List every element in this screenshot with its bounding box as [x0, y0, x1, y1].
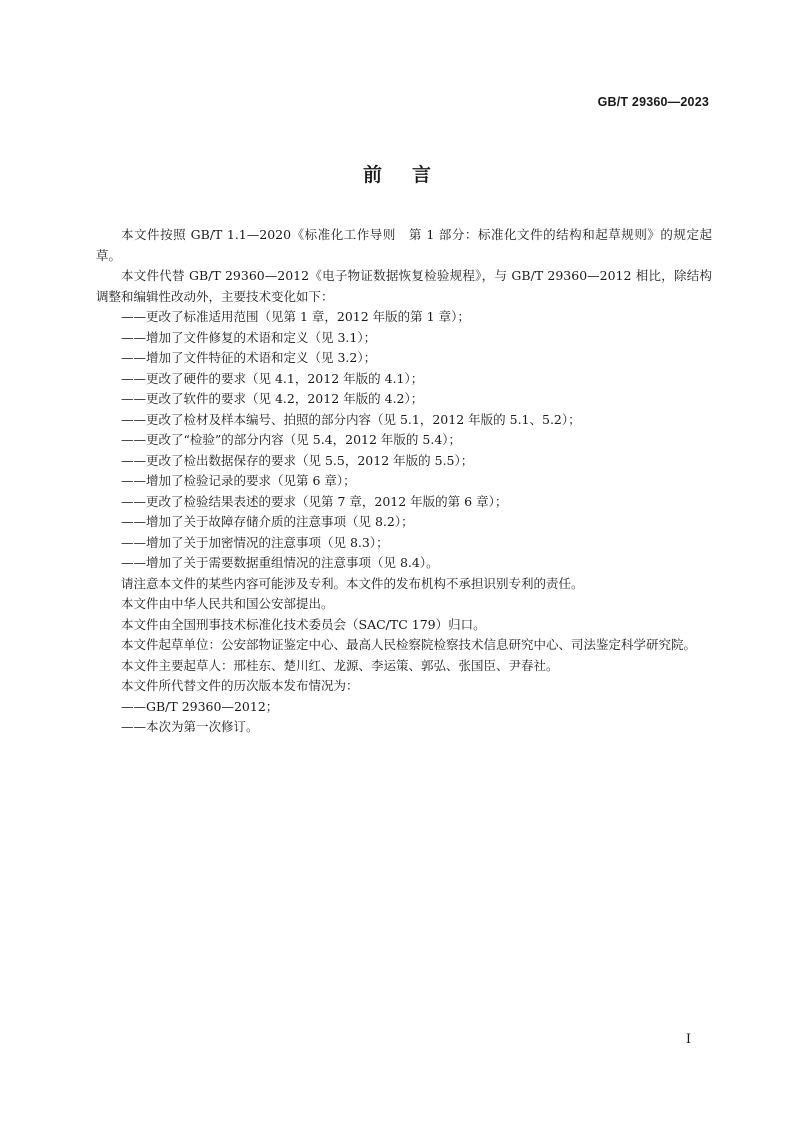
committee-paragraph: 本文件由全国刑事技术标准化技术委员会（SAC/TC 179）归口。	[121, 616, 486, 632]
change-item: ——增加了文件修复的术语和定义（见 3.1）；	[121, 329, 377, 345]
drafters-paragraph: 本文件主要起草人：邢桂东、楚川红、龙源、李运策、郭弘、张国臣、尹春社。	[121, 657, 559, 673]
change-item: ——增加了关于需要数据重组情况的注意事项（见 8.4）。	[121, 555, 439, 570]
change-item: ——更改了“检验”的部分内容（见 5.4，2012 年版的 5.4）；	[121, 432, 462, 447]
change-item: ——更改了检材及样本编号、拍照的部分内容（见 5.1，2012 年版的 5.1、5.2）；	[121, 411, 581, 427]
history-item: ——本次为第一次修订。	[121, 719, 259, 734]
intro-paragraph: 本文件按照 GB/T 1.1—2020《标准化工作导则 第 1 部分：标准化文件的结构和起草规则》的规定起草。	[96, 227, 712, 263]
standard-number: GB/T 29360—2023	[597, 95, 709, 109]
change-item: ——更改了软件的要求（见 4.2，2012 年版的 4.2）；	[121, 391, 424, 406]
proposer-paragraph: 本文件由中华人民共和国公安部提出。	[121, 596, 334, 611]
history-item: ——GB/T 29360—2012；	[121, 698, 279, 714]
change-item: ——增加了关于加密情况的注意事项（见 8.3）；	[121, 534, 389, 550]
page-title: 前言	[362, 164, 461, 186]
drafting-units-paragraph: 本文件起草单位：公安部物证鉴定中心、最高人民检察院检察技术信息研究中心、司法鉴定科学研究院。	[121, 637, 697, 652]
change-item: ——增加了文件特征的术语和定义（见 3.2）；	[121, 350, 377, 365]
foreword-body	[96, 225, 712, 738]
change-item: ——增加了关于故障存储介质的注意事项（见 8.2）；	[121, 514, 414, 529]
change-item: ——更改了检验结果表述的要求（见第 7 章，2012 年版的第 6 章）；	[121, 493, 508, 509]
patent-notice: 请注意本文件的某些内容可能涉及专利。本文件的发布机构不承担识别专利的责任。	[121, 575, 584, 591]
change-item: ——更改了标准适用范围（见第 1 章，2012 年版的第 1 章）；	[121, 309, 470, 324]
intro-paragraph: 本文件代替 GB/T 29360—2012《电子物证数据恢复检验规程》，与 GB/T 29360—2012 相比，除结构调整和编辑性改动外，主要技术变化如下：	[96, 268, 712, 304]
change-item: ——更改了检出数据保存的要求（见 5.5，2012 年版的 5.5）；	[121, 452, 474, 468]
history-heading: 本文件所代替文件的历次版本发布情况为：	[121, 678, 359, 693]
page-number: I	[685, 1032, 691, 1047]
change-item: ——更改了硬件的要求（见 4.1，2012 年版的 4.1）；	[121, 370, 424, 386]
change-item: ——增加了检验记录的要求（见第 6 章）；	[121, 473, 356, 488]
